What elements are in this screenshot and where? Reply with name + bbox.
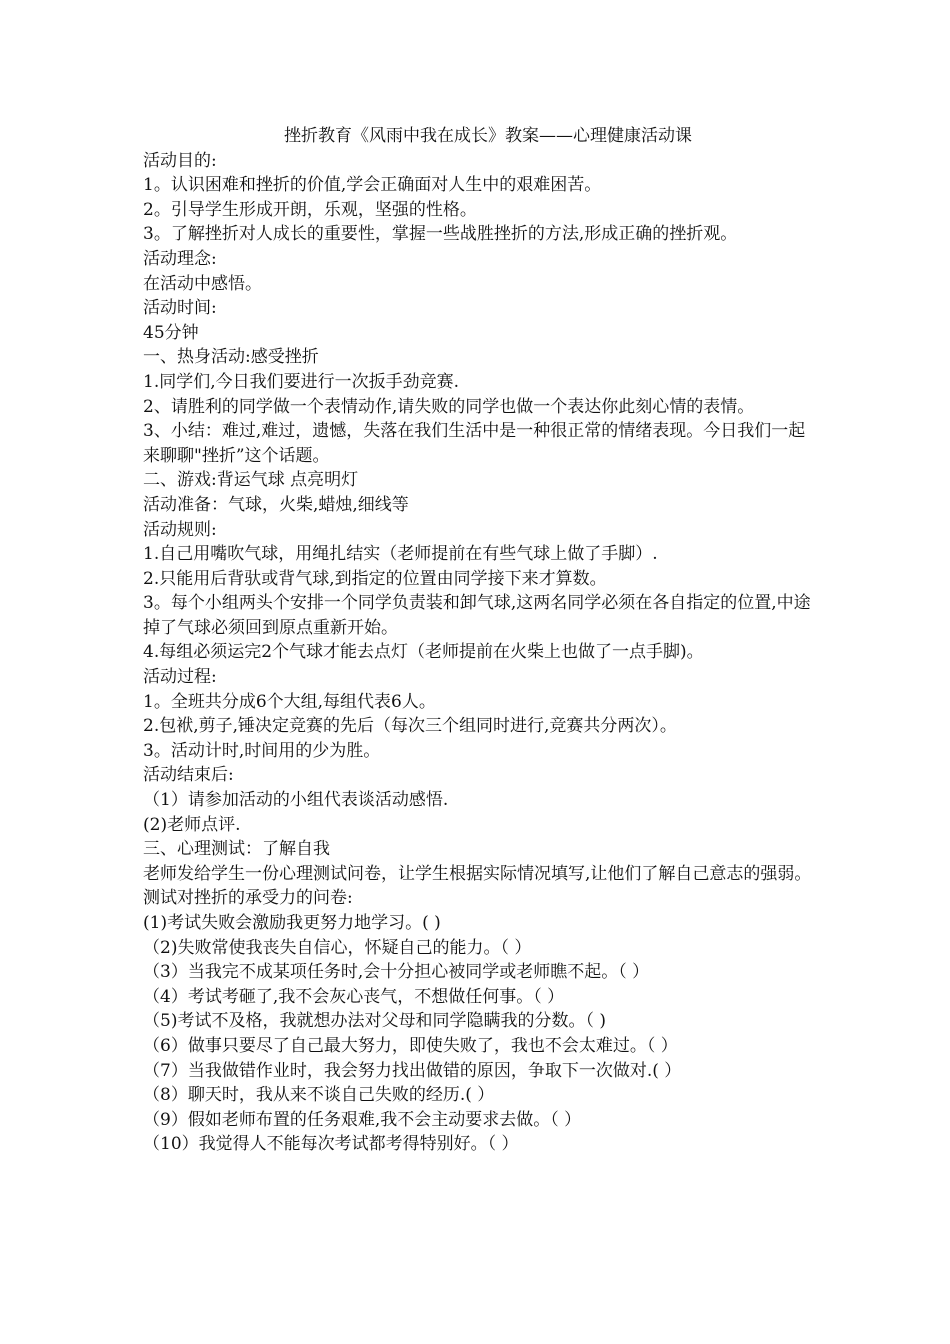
heading-after-activity: 活动结束后: (143, 765, 234, 786)
question-9: （9）假如老师布置的任务艰难,我不会主动要求去做。（ ） (143, 1109, 582, 1130)
rule-2: 2.只能用后背驮或背气球,到指定的位置由同学接下来才算数。 (143, 568, 607, 589)
question-2: （2)失败常使我丧失自信心，怀疑自己的能力。（ ） (143, 937, 532, 958)
process-step-1: 1。全班共分成6个大组,每组代表6人。 (143, 691, 436, 712)
question-6: （6）做事只要尽了自己最大努力，即使失败了，我也不会太难过。（ ） (143, 1035, 678, 1056)
heading-activity-process: 活动过程: (143, 667, 217, 688)
document-page (143, 124, 813, 1157)
heading-activity-concept: 活动理念: (143, 248, 217, 269)
warmup-summary: 3、小结：难过,难过，遗憾，失落在我们生活中是一种很正常的情绪表现。今日我们一起来聊聊"挫折”这个话题。 (143, 421, 806, 466)
process-step-3: 3。活动计时,时间用的少为胜。 (143, 740, 381, 761)
rule-4: 4.每组必须运完2个气球才能去点灯（老师提前在火柴上也做了一点手脚)。 (143, 642, 704, 663)
question-8: （8）聊天时，我从来不谈自己失败的经历.( ） (143, 1085, 495, 1106)
test-description: 老师发给学生一份心理测试问卷，让学生根据实际情况填写,让他们了解自己意志的强弱。 (143, 863, 812, 884)
warmup-step-1: 1.同学们,今日我们要进行一次扳手劲竞赛. (143, 371, 460, 392)
question-10: （10）我觉得人不能每次考试都考得特别好。（ ） (143, 1134, 519, 1155)
purpose-item-2: 2。引导学生形成开朗，乐观，坚强的性格。 (143, 199, 477, 220)
heading-activity-time: 活动时间: (143, 298, 217, 319)
question-3: （3）当我完不成某项任务时,会十分担心被同学或老师瞧不起。（ ） (143, 962, 650, 983)
concept-text: 在活动中感悟。 (143, 273, 262, 294)
after-step-2: (2)老师点评. (143, 814, 241, 835)
questionnaire-heading: 测试对挫折的承受力的问卷: (143, 888, 353, 909)
rule-1: 1.自己用嘴吹气球，用绳扎结实（老师提前在有些气球上做了手脚）. (143, 544, 658, 565)
section-2-heading: 二、游戏:背运气球 点亮明灯 (143, 470, 359, 491)
question-4: （4）考试考砸了,我不会灰心丧气，不想做任何事。（ ） (143, 986, 565, 1007)
question-1: (1)考试失败会激励我更努力地学习。( ) (143, 913, 441, 933)
document-title: 挫折教育《风雨中我在成长》教案——心理健康活动课 (284, 126, 692, 146)
time-text: 45分钟 (143, 322, 199, 343)
question-5: （5)考试不及格，我就想办法对父母和同学隐瞒我的分数。（ ) (143, 1011, 606, 1032)
purpose-item-1: 1。认识困难和挫折的价值,学会正确面对人生中的艰难困苦。 (143, 175, 602, 196)
heading-activity-rules: 活动规则: (143, 519, 217, 540)
activity-preparation: 活动准备：气球，火柴,蜡烛,细线等 (143, 494, 409, 515)
process-step-2: 2.包袱,剪子,锤决定竞赛的先后（每次三个组同时进行,竞赛共分两次）。 (143, 716, 677, 737)
question-7: （7）当我做错作业时，我会努力找出做错的原因，争取下一次做对.( ） (143, 1060, 682, 1081)
warmup-step-2: 2、请胜利的同学做一个表情动作,请失败的同学也做一个表达你此刻心情的表情。 (143, 396, 755, 417)
section-3-heading: 三、心理测试：了解自我 (143, 839, 330, 860)
rule-3: 3。每个小组两头个安排一个同学负责装和卸气球,这两名同学必须在各自指定的位置,中途掉了气球必须回到原点重新开始。 (143, 593, 811, 638)
after-step-1: （1）请参加活动的小组代表谈活动感悟. (143, 790, 449, 811)
section-1-heading: 一、热身活动:感受挫折 (143, 347, 319, 368)
purpose-item-3: 3。了解挫折对人成长的重要性，掌握一些战胜挫折的方法,形成正确的挫折观。 (143, 224, 738, 245)
heading-activity-purpose: 活动目的: (143, 150, 217, 171)
